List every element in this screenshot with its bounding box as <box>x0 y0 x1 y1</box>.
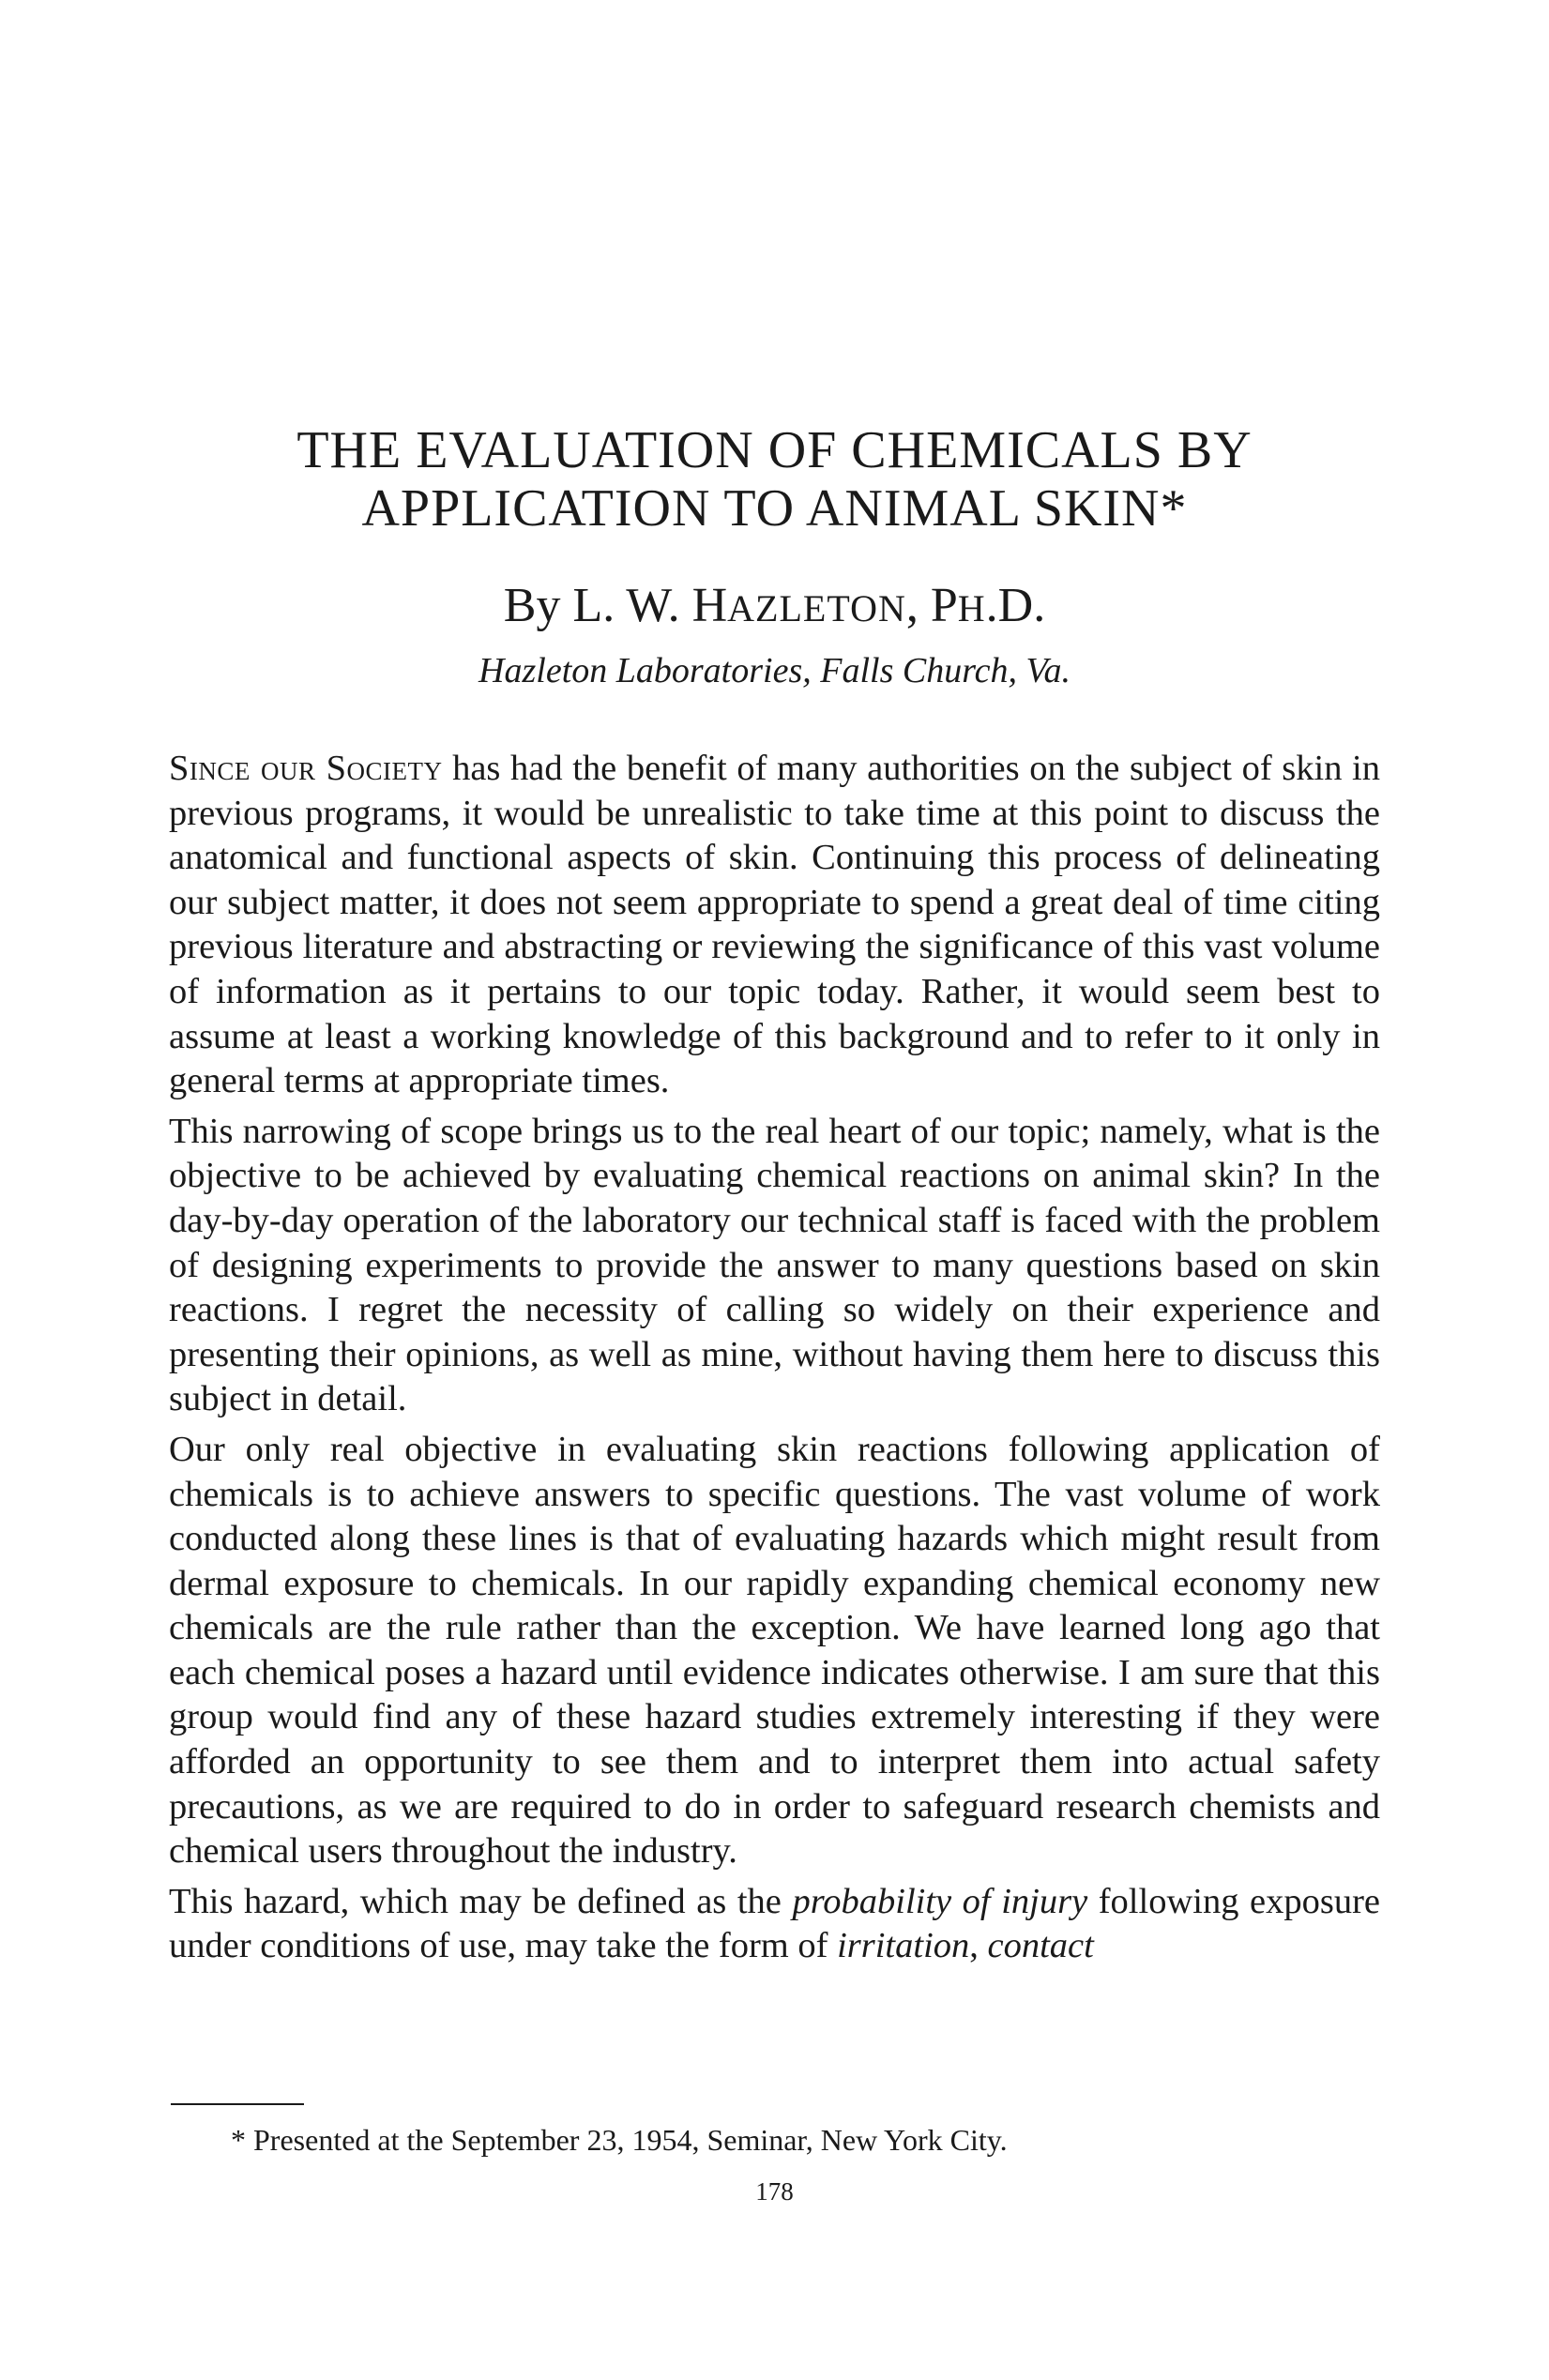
article-title-line-2: APPLICATION TO ANIMAL SKIN* <box>361 479 1188 538</box>
paragraph-1-text: has had the benefit of many authorities on the subject of skin in previous programs, it would be unrealistic to take time at this point to discuss the anatomical and functional aspects of skin. Continuing this process of delineating our subject matter, it does not seem appropriate to spend a great deal of time citing previous literature and abstracting or reviewing the significance of this vast volume of information as it pertains to our topic today. Rather, it would seem best to assume at least a working knowledge of this background and to refer to it only in general terms at appropriate times. <box>169 749 1380 1101</box>
paragraph-3: Our only real objective in evaluating skin reactions following application of chemicals is to achieve answers to specific questions. The vast volume of work conducted along these lines is that of evaluating hazards which might result from dermal exposure to chemicals. In our rapidly expanding chemical economy new chemicals are the rule rather than the exception. We have learned long ago that each chemical poses a hazard until evidence indicates otherwise. I am sure that this group would find any of these hazard studies extremely interesting if they were afforded an opportunity to see them and to interpret them into actual safety precautions, as we are required to do in order to safeguard research chemists and chemical users throughout the industry. <box>169 1429 1380 1872</box>
footnote-rule <box>171 2103 304 2105</box>
term-probability-of-injury: probability of injury <box>792 1881 1088 1921</box>
author-surname-rest: AZLETON <box>727 587 906 629</box>
article-title-line-1: THE EVALUATION OF CHEMICALS BY <box>296 421 1253 479</box>
opening-small-caps: Since our Society <box>169 749 443 788</box>
footnote: * Presented at the September 23, 1954, Seminar, New York City. <box>231 2123 1008 2157</box>
author-byline <box>169 579 1380 632</box>
paragraph-2: This narrowing of scope brings us to the real heart of our topic; namely, what is the objective to be achieved by evaluating chemical reactions on animal skin? In the day-by-day operation of the laboratory our technical staff is faced with the problem of designing experiments to provide the answer to many questions based on skin reactions. I regret the necessity of calling so widely on their experience and presenting their opinions, as well as mine, without having them here to discuss this subject in detail. <box>169 1111 1380 1419</box>
author-surname-initial: H <box>691 579 728 632</box>
author-affiliation: Hazleton Laboratories, Falls Church, Va. <box>478 651 1071 690</box>
paragraph-4-c: , <box>969 1926 988 1966</box>
paragraph-4 <box>169 1880 1380 1969</box>
degree-end: .D. <box>985 579 1046 632</box>
page-number: 178 <box>755 2177 794 2206</box>
paragraph-1 <box>169 747 1380 1104</box>
paragraph-4-b: following exposure under conditions of use, may take the form of <box>169 1881 1380 1966</box>
term-contact: contact <box>987 1926 1094 1966</box>
degree-p: , P <box>905 579 958 632</box>
degree-h: H <box>957 587 986 629</box>
byline-prefix: By L. W. <box>503 579 692 632</box>
term-irritation: irritation <box>837 1926 970 1966</box>
article-body <box>169 747 1380 1975</box>
paragraph-4-a: This hazard, which may be defined as the <box>169 1881 793 1921</box>
